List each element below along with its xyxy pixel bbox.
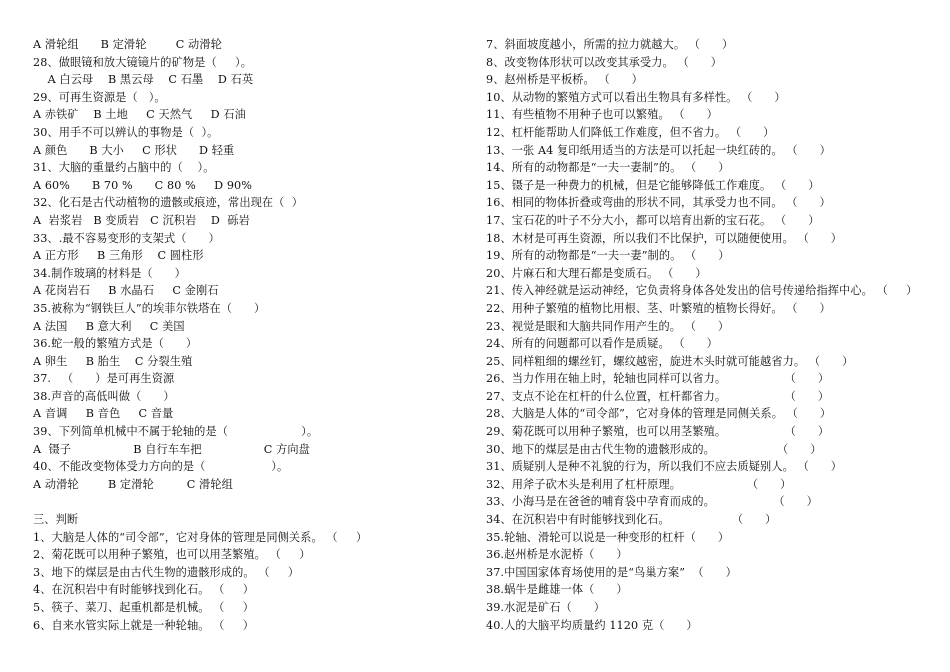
judgment-line: 9、赵州桥是平板桥。 （ ） — [486, 73, 643, 87]
judgment-line: 14、所有的动物都是“一夫一妻制”的。 （ ） — [486, 161, 730, 175]
question-line: 35.被称为“钢铁巨人”的埃菲尔铁塔在（ ） — [33, 301, 266, 315]
judgment-line: 2、菊花既可以用种子繁殖，也可以用茎繁殖。 （ ） — [33, 548, 311, 562]
judgment-line: 20、片麻石和大理石都是变质石。 （ ） — [486, 266, 707, 280]
judgment-line: 22、用种子繁殖的植物比用根、茎、叶繁殖的植物长得好。 （ ） — [486, 301, 831, 315]
question-line: A 花岗岩石 B 水晶石 C 金刚石 — [33, 284, 219, 298]
multiple-choice-section — [33, 36, 463, 493]
judgment-line: 10、从动物的繁殖方式可以看出生物具有多样性。 （ ） — [486, 90, 786, 104]
judgment-line: 34、在沉积岩中有时能够找到化石。 （ ） — [486, 513, 777, 527]
judgment-line: 33、小海马是在爸爸的哺育袋中孕育而成的。 （ ） — [486, 495, 818, 509]
question-line: A 滑轮组 B 定滑轮 C 动滑轮 — [33, 38, 222, 51]
judgment-line: 29、菊花既可以用种子繁殖，也可以用茎繁殖。 （ ） — [486, 425, 830, 439]
judgment-line: 15、镊子是一种费力的机械，但是它能够降低工作难度。 （ ） — [486, 178, 820, 192]
question-line: 40、不能改变物体受力方向的是（ ）。 — [33, 460, 289, 474]
question-line: 28、做眼镜和放大镜镜片的矿物是（ ）。 — [33, 55, 253, 69]
judgment-line: 31、质疑别人是种不礼貌的行为，所以我们不应去质疑别人。 （ ） — [486, 460, 843, 474]
question-line: 37. （ ）是可再生资源 — [33, 372, 175, 386]
judgment-line: 39.水泥是矿石（ ） — [486, 601, 606, 614]
judgment-line: 27、支点不论在杠杆的什么位置，杠杆都省力。 （ ） — [486, 389, 830, 403]
judgment-line: 16、相同的物体折叠或弯曲的形状不同，其承受力也不同。 （ ） — [486, 196, 831, 210]
question-line: 32、化石是古代动植物的遗骸或痕迹，常出现在（ ） — [33, 196, 304, 210]
judgment-line: 24、所有的问题都可以看作是质疑。 （ ） — [486, 337, 718, 351]
judgment-line: 5、筷子、菜刀、起重机都是机械。 （ ） — [33, 601, 255, 614]
question-line: 36.蛇一般的繁殖方式是（ ） — [33, 337, 198, 351]
judgment-line: 23、视觉是眼和大脑共同作用产生的。 （ ） — [486, 319, 730, 333]
judgment-line: 26、当力作用在轴上时，轮轴也同样可以省力。 （ ） — [486, 372, 830, 386]
true-false-continued — [486, 36, 936, 634]
question-line: A 法国 B 意大利 C 美国 — [33, 319, 185, 333]
question-line: A 岩浆岩 B 变质岩 C 沉积岩 D 砾岩 — [33, 213, 250, 227]
judgment-line: 32、用斧子砍木头是利用了杠杆原理。 （ ） — [486, 477, 792, 491]
judgment-line: 3、地下的煤层是由古代生物的遗骸形成的。 （ ） — [33, 565, 300, 579]
judgment-line: 40.人的大脑平均质量约 1120 克（ ） — [486, 618, 698, 632]
question-line: A 动滑轮 B 定滑轮 C 滑轮组 — [33, 477, 233, 491]
judgment-line: 30、地下的煤层是由古代生物的遗骸形成的。 （ ） — [486, 442, 822, 456]
question-line: A 颜色 B 大小 C 形状 D 轻重 — [33, 143, 235, 157]
question-line: 33、.最不容易变形的支架式（ ） — [33, 231, 220, 245]
question-line: 34.制作玻璃的材料是（ ） — [33, 266, 186, 280]
judgment-line: 1、大脑是人体的“司令部”，它对身体的管理是同侧关系。 （ ） — [33, 530, 368, 544]
question-line: 39、下列简单机械中不属于轮轴的是（ ）。 — [33, 425, 319, 439]
question-line: 38.声音的高低叫做（ ） — [33, 389, 175, 403]
judgment-line: 8、改变物体形状可以改变其承受力。 （ ） — [486, 55, 722, 69]
judgment-line: 三、判断 — [33, 513, 79, 527]
judgment-line: 6、自来水管实际上就是一种轮轴。 （ ） — [33, 618, 255, 632]
question-line: A 赤铁矿 B 土地 C 天然气 D 石油 — [33, 108, 246, 122]
question-line: A 镊子 B 自行车车把 C 方向盘 — [33, 442, 310, 456]
question-line: A 白云母 B 黑云母 C 石墨 D 石英 — [33, 73, 254, 87]
judgment-line: 21、传入神经就是运动神经，它负责将身体各处发出的信号传递给指挥中心。 （ ） — [486, 284, 918, 298]
judgment-line: 19、所有的动物都是“一夫一妻”制的。 （ ） — [486, 249, 730, 263]
right-column — [486, 36, 936, 634]
judgment-line: 17、宝石花的叶子不分大小，都可以培育出新的宝石花。 （ ） — [486, 213, 820, 227]
judgment-line: 38.蜗牛是雌雄一体（ ） — [486, 583, 628, 597]
judgment-line: 12、杠杆能帮助人们降低工作难度，但不省力。 （ ） — [486, 125, 775, 139]
judgment-line: 7、斜面坡度越小，所需的拉力就越大。 （ ） — [486, 38, 734, 51]
question-line: 31、大脑的重量约占脑中的（ ）。 — [33, 161, 215, 175]
judgment-line: 25、同样粗细的螺丝钉，螺纹越密，旋进木头时就可能越省力。 （ ） — [486, 354, 854, 368]
judgment-line: 18、木材是可再生资源，所以我们不比保护，可以随便使用。 （ ） — [486, 231, 843, 245]
question-line: A 正方形 B 三角形 C 圆柱形 — [33, 249, 204, 263]
section-spacer — [33, 493, 463, 511]
judgment-line: 36.赵州桥是水泥桥（ ） — [486, 548, 628, 562]
judgment-line: 37.中国国家体育场使用的是“鸟巢方案” （ ） — [486, 565, 737, 579]
question-line: 29、可再生资源是（ ）。 — [33, 90, 166, 104]
question-line: A 音调 B 音色 C 音量 — [33, 407, 174, 421]
judgment-line: 11、有些植物不用种子也可以繁殖。 （ ） — [486, 108, 718, 122]
question-line: A 卵生 B 胎生 C 分裂生殖 — [33, 354, 193, 368]
judgment-line: 4、在沉积岩中有时能够找到化石。 （ ） — [33, 583, 255, 597]
question-line: A 60% B 70 % C 80 % D 90% — [33, 178, 252, 192]
true-false-section — [33, 511, 463, 634]
left-column — [33, 36, 463, 634]
judgment-line: 13、一张 A4 复印纸用适当的方法是可以托起一块红砖的。 （ ） — [486, 143, 831, 157]
judgment-line: 28、大脑是人体的“司令部”，它对身体的管理是同侧关系。 （ ） — [486, 407, 832, 421]
question-line: 30、用手不可以辨认的事物是（ ）。 — [33, 125, 219, 139]
judgment-line: 35.轮轴、滑轮可以说是一种变形的杠杆（ ） — [486, 530, 730, 544]
